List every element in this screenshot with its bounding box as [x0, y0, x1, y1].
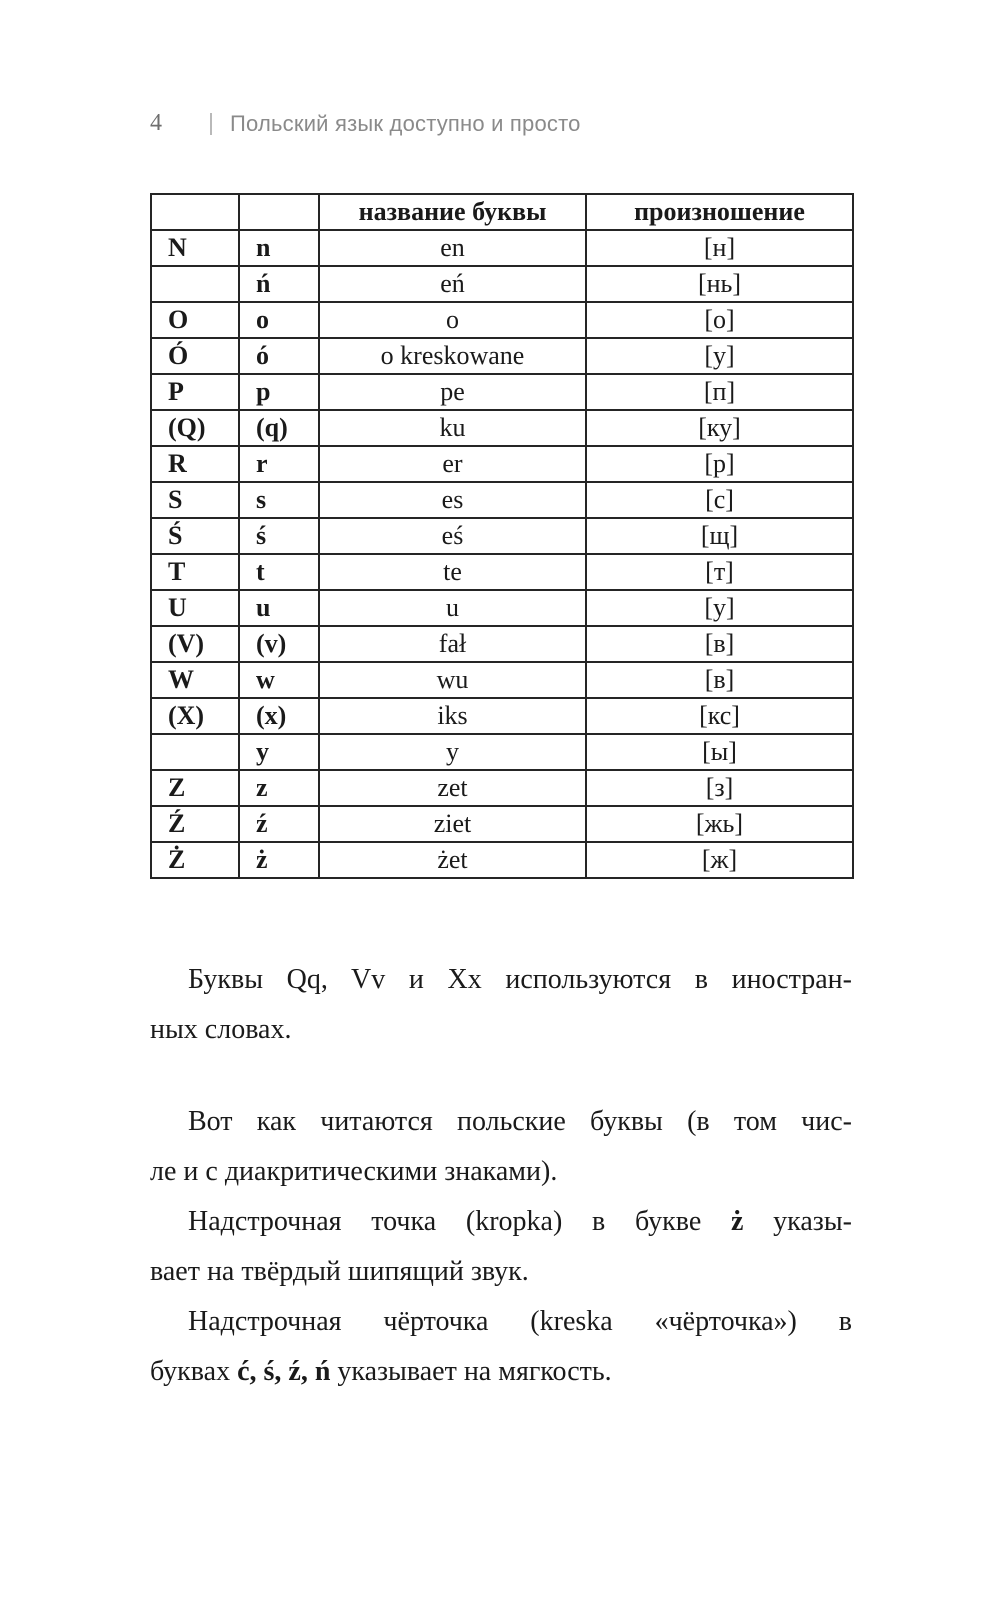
cell-lowercase-letter: (v) — [239, 626, 319, 662]
cell-lowercase-letter: r — [239, 446, 319, 482]
cell-uppercase-letter: W — [151, 662, 239, 698]
table-row — [151, 590, 853, 626]
text-line: Буквы Qq, Vv и Xx используются в иностран- — [188, 964, 852, 995]
paragraph-reading-intro — [150, 1097, 852, 1197]
table-row — [151, 374, 853, 410]
text-line: ных словах. — [150, 1014, 292, 1045]
table-row — [151, 662, 853, 698]
cell-uppercase-letter: (X) — [151, 698, 239, 734]
table-row — [151, 518, 853, 554]
cell-uppercase-letter: S — [151, 482, 239, 518]
cell-pronunciation: [з] — [586, 770, 853, 806]
cell-lowercase-letter: ś — [239, 518, 319, 554]
cell-lowercase-letter: ź — [239, 806, 319, 842]
cell-pronunciation: [щ] — [586, 518, 853, 554]
cell-uppercase-letter: O — [151, 302, 239, 338]
cell-lowercase-letter: ń — [239, 266, 319, 302]
page-header — [150, 110, 581, 137]
cell-pronunciation: [ы] — [586, 734, 853, 770]
cell-letter-name: o kreskowane — [319, 338, 586, 374]
cell-lowercase-letter: o — [239, 302, 319, 338]
cell-uppercase-letter: Ź — [151, 806, 239, 842]
table-row — [151, 482, 853, 518]
table-row — [151, 806, 853, 842]
cell-letter-name: iks — [319, 698, 586, 734]
cell-pronunciation: [в] — [586, 626, 853, 662]
cell-pronunciation: [п] — [586, 374, 853, 410]
cell-uppercase-letter — [151, 734, 239, 770]
cell-uppercase-letter: T — [151, 554, 239, 590]
text-line: Надстрочная чёрточка (kreska «чёрточка») в — [188, 1306, 852, 1337]
table-row — [151, 410, 853, 446]
cell-lowercase-letter: p — [239, 374, 319, 410]
cell-uppercase-letter: Z — [151, 770, 239, 806]
cell-uppercase-letter: Ó — [151, 338, 239, 374]
cell-lowercase-letter: z — [239, 770, 319, 806]
cell-pronunciation: [у] — [586, 590, 853, 626]
table-row — [151, 338, 853, 374]
cell-letter-name: fał — [319, 626, 586, 662]
bold-letter-z-dot: ż — [731, 1206, 744, 1237]
cell-pronunciation: [о] — [586, 302, 853, 338]
cell-lowercase-letter: ż — [239, 842, 319, 878]
cell-pronunciation: [нь] — [586, 266, 853, 302]
column-header-uppercase — [151, 194, 239, 230]
cell-pronunciation: [жь] — [586, 806, 853, 842]
cell-lowercase-letter: t — [239, 554, 319, 590]
cell-lowercase-letter: u — [239, 590, 319, 626]
paragraph-kreska — [150, 1297, 852, 1397]
cell-letter-name: zet — [319, 770, 586, 806]
cell-pronunciation: [кс] — [586, 698, 853, 734]
text-line — [150, 1197, 852, 1247]
cell-uppercase-letter: R — [151, 446, 239, 482]
book-title: Польский язык доступно и просто — [230, 110, 581, 136]
text-segment: буквах — [150, 1356, 238, 1387]
column-header-lowercase — [239, 194, 319, 230]
cell-pronunciation: [с] — [586, 482, 853, 518]
text-segment: указы- — [743, 1206, 852, 1237]
table-row — [151, 734, 853, 770]
table-row — [151, 302, 853, 338]
text-line: ле и с диакритическими знаками). — [150, 1156, 558, 1187]
bold-soft-letters: ć, ś, ź, ń — [237, 1356, 331, 1387]
page-number: 4 — [150, 110, 162, 136]
table-header-row — [151, 194, 853, 230]
cell-letter-name: pe — [319, 374, 586, 410]
paragraph-kropka — [150, 1197, 852, 1297]
table-row — [151, 266, 853, 302]
cell-letter-name: o — [319, 302, 586, 338]
table-row — [151, 446, 853, 482]
text-line: вает на твёрдый шипящий звук. — [150, 1256, 529, 1287]
header-divider — [210, 113, 212, 135]
cell-pronunciation: [в] — [586, 662, 853, 698]
column-header-pronunciation: произношение — [586, 194, 853, 230]
text-segment: указывает на мягкость. — [330, 1356, 612, 1387]
cell-uppercase-letter: (Q) — [151, 410, 239, 446]
cell-letter-name: er — [319, 446, 586, 482]
cell-pronunciation: [т] — [586, 554, 853, 590]
text-line: Вот как читаются польские буквы (в том чис- — [188, 1106, 852, 1137]
cell-letter-name: en — [319, 230, 586, 266]
cell-pronunciation: [ж] — [586, 842, 853, 878]
cell-letter-name: es — [319, 482, 586, 518]
text-segment: Надстрочная точка (kropka) в букве — [188, 1206, 731, 1237]
alphabet-table — [150, 193, 854, 879]
cell-letter-name: żet — [319, 842, 586, 878]
text-line — [150, 1347, 852, 1397]
cell-pronunciation: [у] — [586, 338, 853, 374]
table-row — [151, 554, 853, 590]
cell-pronunciation: [н] — [586, 230, 853, 266]
cell-lowercase-letter: (x) — [239, 698, 319, 734]
table-row — [151, 230, 853, 266]
table-row — [151, 626, 853, 662]
cell-letter-name: ku — [319, 410, 586, 446]
cell-uppercase-letter: Ż — [151, 842, 239, 878]
cell-letter-name: ziet — [319, 806, 586, 842]
paragraph-foreign-letters — [150, 955, 852, 1055]
table-row — [151, 698, 853, 734]
cell-pronunciation: [р] — [586, 446, 853, 482]
cell-lowercase-letter: s — [239, 482, 319, 518]
table-row — [151, 770, 853, 806]
column-header-letter-name: название буквы — [319, 194, 586, 230]
cell-lowercase-letter: (q) — [239, 410, 319, 446]
cell-uppercase-letter: U — [151, 590, 239, 626]
cell-pronunciation: [ку] — [586, 410, 853, 446]
cell-lowercase-letter: y — [239, 734, 319, 770]
cell-uppercase-letter: (V) — [151, 626, 239, 662]
body-text — [150, 955, 852, 1397]
cell-letter-name: te — [319, 554, 586, 590]
cell-uppercase-letter: N — [151, 230, 239, 266]
cell-letter-name: wu — [319, 662, 586, 698]
cell-uppercase-letter — [151, 266, 239, 302]
cell-letter-name: u — [319, 590, 586, 626]
cell-lowercase-letter: n — [239, 230, 319, 266]
cell-letter-name: y — [319, 734, 586, 770]
table-row — [151, 842, 853, 878]
cell-uppercase-letter: Ś — [151, 518, 239, 554]
cell-lowercase-letter: w — [239, 662, 319, 698]
cell-lowercase-letter: ó — [239, 338, 319, 374]
cell-letter-name: eń — [319, 266, 586, 302]
cell-uppercase-letter: P — [151, 374, 239, 410]
cell-letter-name: eś — [319, 518, 586, 554]
